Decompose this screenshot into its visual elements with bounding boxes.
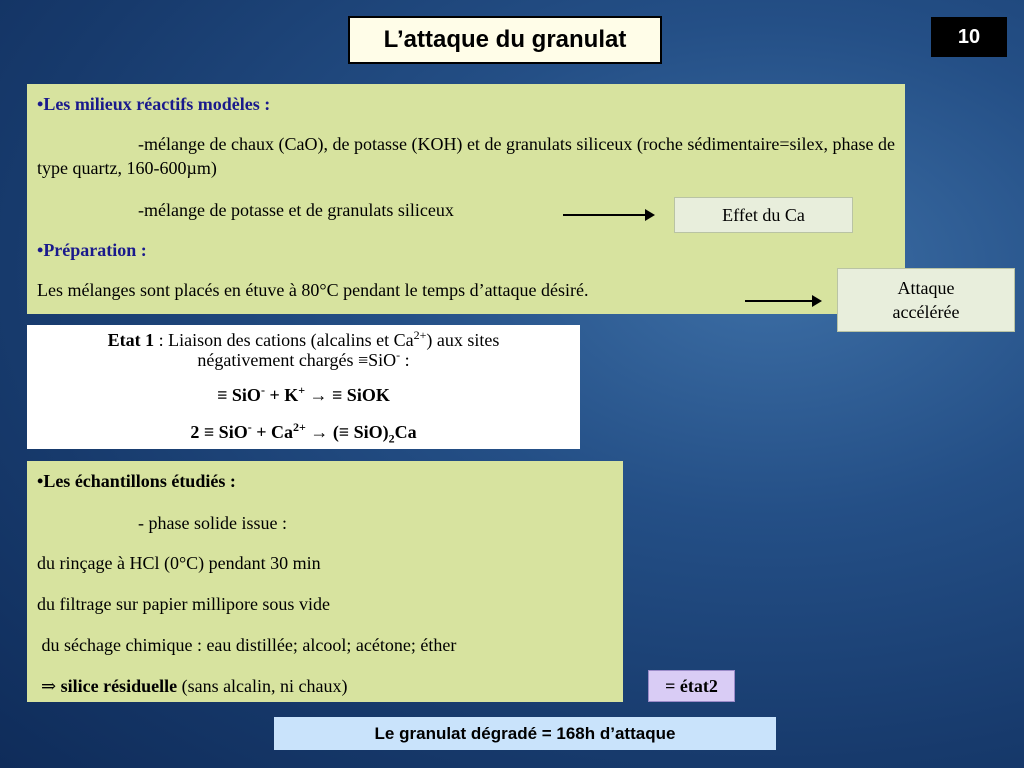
mixture-item-1: -mélange de chaux (CaO), de potasse (KOH) et de granulats siliceux (roche sédimentaire=silex, phase de type quartz, 160-600µm) [37, 134, 895, 178]
samples-line-1: - phase solide issue : [138, 513, 287, 533]
heading-text: Les milieux réactifs modèles : [43, 94, 271, 114]
preparation-text: Les mélanges sont placés en étuve à 80°C pendant le temps d’attaque désiré. [37, 280, 589, 300]
attaque-acceleree-callout [837, 268, 1015, 332]
text: : [400, 350, 410, 370]
text: + Ca [251, 422, 293, 442]
superscript: + [298, 383, 306, 397]
bullet: • [37, 94, 44, 114]
superscript: - [396, 348, 401, 362]
effet-ca-callout: Effet du Ca [674, 197, 853, 233]
text: 2 ≡ SiO [190, 422, 248, 442]
residual-silica: silice résiduelle [60, 676, 178, 696]
superscript: 2+ [292, 420, 306, 434]
text: + K [264, 385, 299, 405]
samples-line-5 [41, 674, 348, 698]
slide-title: L’attaque du granulat [348, 16, 662, 64]
etat1-line2 [27, 350, 580, 370]
bullet: • [37, 471, 44, 491]
etat2-box: = état2 [648, 670, 735, 702]
samples-line-4: du séchage chimique : eau distillée; alcool; acétone; éther [37, 635, 457, 655]
text: → (≡ SiO) [305, 422, 389, 442]
bullet: • [37, 240, 44, 260]
arrow-to-effet-ca [563, 214, 653, 216]
samples-line-2: du rinçage à HCl (0°C) pendant 30 min [37, 553, 321, 573]
text: Ca [394, 422, 417, 442]
etat1-line1 [27, 330, 580, 350]
samples-line-3: du filtrage sur papier millipore sous vide [37, 594, 330, 614]
equation-2 [27, 420, 580, 446]
etat1-panel [27, 325, 580, 449]
superscript: 2+ [413, 328, 427, 342]
implies-symbol: ⇒ [41, 676, 57, 696]
heading-preparation [37, 238, 147, 262]
heading-text: Les échantillons étudiés : [43, 471, 236, 491]
superscript: - [247, 420, 252, 434]
text: (sans alcalin, ni chaux) [177, 676, 348, 696]
etat1-label: Etat 1 [107, 330, 155, 350]
heading-text: Préparation : [43, 240, 147, 260]
callout-line: Attaque [897, 278, 955, 298]
heading-samples [37, 469, 236, 493]
bottom-banner: Le granulat dégradé = 168h d’attaque [274, 717, 776, 750]
mixture-item-2: -mélange de potasse et de granulats siliceux [138, 200, 454, 220]
samples-panel [27, 461, 623, 702]
equation-1 [27, 385, 580, 405]
text: : Liaison des cations (alcalins et Ca [154, 330, 414, 350]
arrow-to-attaque [745, 300, 820, 302]
superscript: - [260, 383, 265, 397]
heading-reactive-media [37, 92, 895, 116]
callout-line: accélérée [892, 302, 960, 322]
text: ) aux sites [426, 330, 500, 350]
page-number: 10 [931, 17, 1007, 57]
text: ≡ SiO [217, 385, 261, 405]
text: → ≡ SiOK [305, 385, 390, 405]
subscript: 2 [388, 431, 395, 446]
text: négativement chargés ≡SiO [197, 350, 397, 370]
